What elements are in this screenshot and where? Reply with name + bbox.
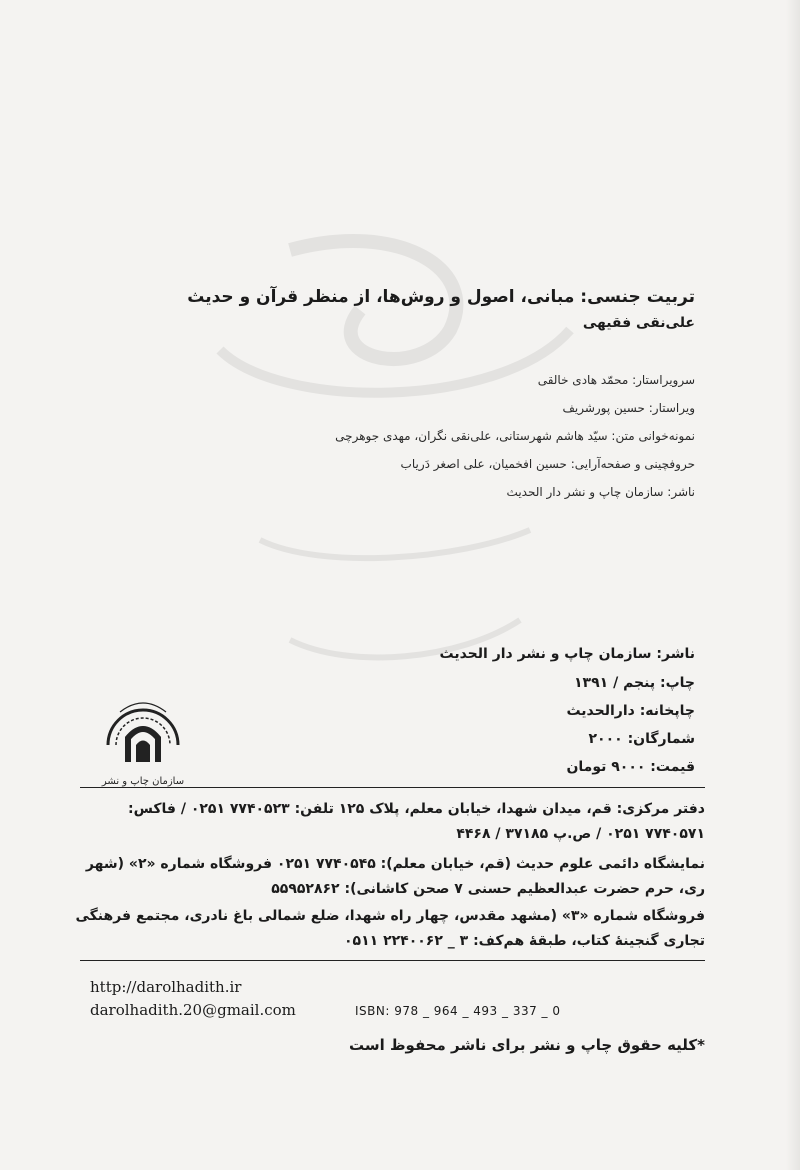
rights-notice: *کلیه حقوق چاپ و نشر برای ناشر محفوظ است [348,1036,705,1054]
pub-printer: چاپخانه: دارالحدیث [566,703,695,719]
pub-print-run: شمارگان: ۲۰۰۰ [588,731,695,747]
credit-editor-in-chief: سرویراستار: محمّد هادی خالقی [537,373,695,387]
isbn-number: ISBN: 978 _ 964 _ 493 _ 337 _ 0 [355,1004,561,1018]
credit-editor: ویراستار: حسین پورشریف [562,401,695,415]
credit-proofreading: نمونه‌خوانی متن: سیّد هاشم شهرستانی، علی‌نقی نگران، مهدی جوهرچی [335,429,695,443]
divider-bottom [80,960,705,961]
divider-top [80,787,705,788]
publisher-logo [98,690,188,790]
credit-typesetting: حروفچینی و صفحه‌آرایی: حسین افخمیان، علی اصغر دَریاب [400,457,695,471]
address-exhibition-store-2: نمایشگاه دائمی علوم حدیث (قم، خیابان معلم): ۷۷۴۰۵۴۵ ۰۲۵۱ فروشگاه شماره «۲» (شهر ری، حرم حضرت عبدالعظیم حسنی ۷ صحن کاشانی): ۵۵۹۵۲۸۶۲ [85,856,705,897]
page-edge-shadow [786,0,800,1170]
pub-edition: چاپ: پنجم / ۱۳۹۱ [574,675,695,691]
pub-price: قیمت: ۹۰۰۰ تومان [566,759,695,775]
email-link[interactable]: darolhadith.20@gmail.com [90,1001,296,1019]
address-store-3: فروشگاه شماره «۳» (مشهد مقدس، چهار راه شهدا، ضلع شمالی باغ نادری، مجتمع فرهنگی تجاری گنجینهٔ کتاب، طبقهٔ هم‌کف: ۳ _ ۲۲۴۰۰۶۲ ۰۵۱۱ [75,908,705,949]
book-author: علی‌نقی فقیهی [582,315,695,331]
pub-publisher: ناشر: سازمان چاپ و نشر دار الحدیث [439,646,695,662]
show-through-calligraphy [200,210,590,690]
book-title: تربیت جنسی: مبانی، اصول و روش‌ها، از منظر قرآن و حدیث [187,287,695,307]
credit-publisher: ناشر: سازمان چاپ و نشر دار الحدیث [506,485,695,499]
logo-caption: سازمان چاپ و نشر [101,776,185,787]
address-head-office: دفتر مرکزی: قم، میدان شهدا، خیابان معلم، پلاک ۱۲۵ تلفن: ۷۷۴۰۵۲۳ ۰۲۵۱ / فاکس: ۷۷۴۰۵۷۱ ۰۲۵۱ / ص.پ ۳۷۱۸۵ / ۴۴۶۸ [127,801,705,842]
website-link[interactable]: http://darolhadith.ir [90,978,242,996]
